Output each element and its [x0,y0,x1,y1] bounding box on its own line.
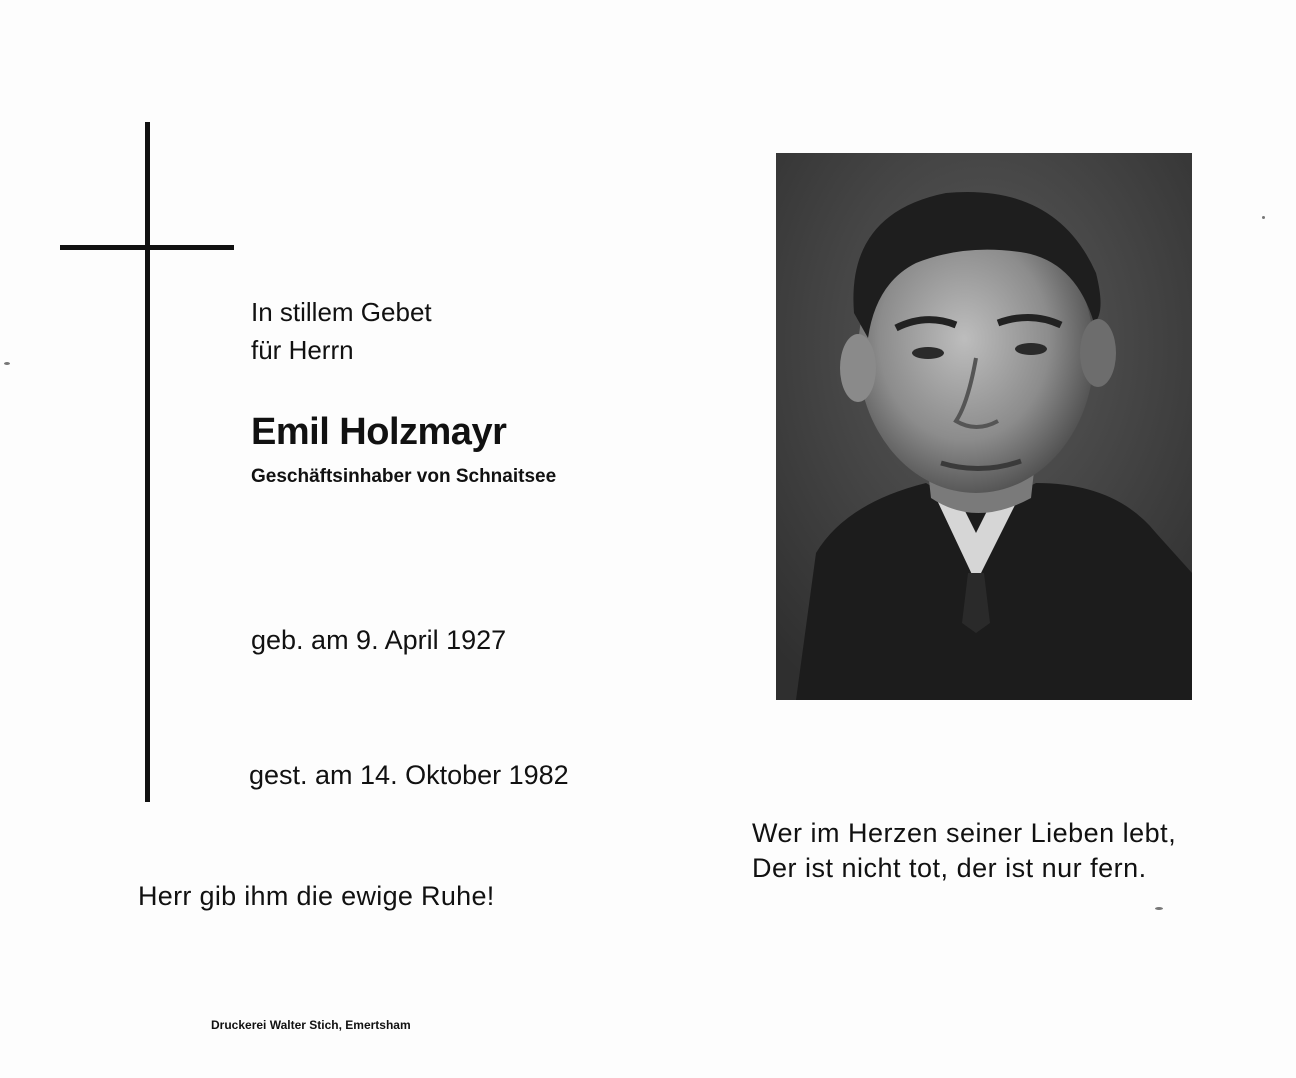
paper-speck [1262,216,1265,219]
printer-credit: Druckerei Walter Stich, Emertsham [211,1018,411,1032]
death-date: gest. am 14. Oktober 1982 [249,760,569,790]
portrait-photo [776,153,1192,700]
intro-line-2: für Herrn [251,335,354,365]
intro-line-1: In stillem Gebet [251,297,432,327]
deceased-name: Emil Holzmayr [251,411,507,453]
cross-horizontal-beam [60,245,234,250]
birth-date: geb. am 9. April 1927 [251,625,507,655]
paper-speck [1155,907,1163,910]
quote-line-2: Der ist nicht tot, der ist nur fern. [752,853,1147,883]
paper-speck [4,362,10,365]
prayer-line: Herr gib ihm die ewige Ruhe! [138,881,495,911]
quote-line-1: Wer im Herzen seiner Lieben lebt, [752,818,1177,848]
occupation: Geschäftsinhaber von Schnaitsee [251,466,557,487]
cross-vertical-beam [145,122,150,802]
